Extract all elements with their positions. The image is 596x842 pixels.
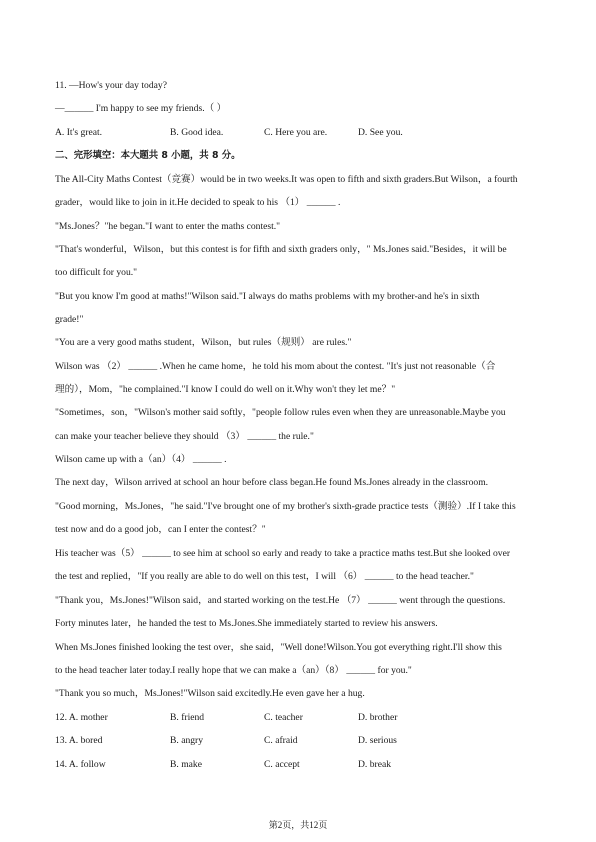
passage-line: 理的），Mom，"he complained."I know I could do well on it.Why won't they let me？": [55, 384, 396, 395]
option-a: 12. A. mother: [55, 712, 108, 723]
option-b: B. friend: [170, 712, 205, 723]
option-d: D. brother: [358, 712, 398, 723]
option-a: 13. A. bored: [55, 735, 103, 746]
passage-line: The next day，Wilson arrived at school an hour before class began.He found Ms.Jones already in the classroom.: [55, 477, 489, 488]
passage-line: "Thank you，Ms.Jones!"Wilson said，and started working on the test.He （7） ______ went through the questions.: [55, 595, 506, 606]
option-b: B. angry: [170, 735, 204, 746]
passage-line: "Thank you so much，Ms.Jones!"Wilson said excitedly.He even gave her a hug.: [55, 688, 365, 699]
section-heading: 二、完形填空：本大题共 8 小题，共 8 分。: [55, 150, 241, 161]
option-c: C. teacher: [264, 712, 303, 723]
passage-line: "You are a very good maths student，Wilson，but rules（规则） are rules.": [55, 337, 352, 348]
passage-line: "Good morning，Ms.Jones，"he said."I've brought one of my brother's sixth-grade practice tests（测验）.If I take this: [55, 501, 516, 512]
passage-line: to the head teacher later today.I really hope that we can make a（an）（8） ______ for you.": [55, 665, 412, 676]
passage-line: can make your teacher believe they should （3） ______ the rule.": [55, 431, 314, 442]
passage-line: grader，would like to join in it.He decided to speak to his （1） ______ .: [55, 197, 341, 208]
passage-line: "Ms.Jones？"he began."I want to enter the maths contest.": [55, 221, 281, 232]
option-c: C. afraid: [264, 735, 298, 746]
passage-line: grade!": [55, 314, 84, 325]
passage-line: Wilson came up with a（an）（4） ______ .: [55, 454, 227, 465]
option-c: C. accept: [264, 759, 300, 770]
passage-line: Wilson was （2） ______ .When he came home，he told his mom about the contest. "It's just not reasonable（合: [55, 361, 496, 372]
option-a: 14. A. follow: [55, 759, 106, 770]
passage-line: Forty minutes later，he handed the test to Ms.Jones.She immediately started to review his answers.: [55, 618, 438, 629]
question-11: 11. —How's your day today?: [55, 80, 167, 91]
passage-line: test now and do a good job，can I enter the contest？": [55, 524, 266, 535]
option-a: A. It's great.: [55, 127, 103, 138]
option-b: B. Good idea.: [170, 127, 224, 138]
option-b: B. make: [170, 759, 202, 770]
passage-line: When Ms.Jones finished looking the test over，she said，"Well done!Wilson.You got everything right.I'll show this: [55, 642, 502, 653]
passage-line: The All-City Maths Contest（竞赛）would be in two weeks.It was open to fifth and sixth graders.But Wilson，a fourth: [55, 174, 518, 185]
passage-line: too difficult for you.": [55, 267, 138, 278]
passage-line: "That's wonderful，Wilson，but this contest is for fifth and sixth graders only，" Ms.Jones said."Besides，it will be: [55, 244, 507, 255]
passage-line: "Sometimes，son，"Wilson's mother said softly，"people follow rules even when they are unreasonable.Maybe you: [55, 407, 506, 418]
passage-line: "But you know I'm good at maths!"Wilson said."I always do maths problems with my brother-and he's in sixth: [55, 291, 480, 302]
option-d: D. serious: [358, 735, 397, 746]
page-number: 第2页，共12页: [268, 820, 328, 830]
option-d: D. See you.: [358, 127, 403, 138]
option-d: D. break: [358, 759, 392, 770]
question-11-blank: —______ I'm happy to see my friends.（ ）: [55, 103, 227, 114]
passage-line: the test and replied，"If you really are able to do well on this test，I will （6） ______ to the head teacher.": [55, 571, 474, 582]
option-c: C. Here you are.: [264, 127, 328, 138]
passage-line: His teacher was（5） ______ to see him at school so early and ready to take a practice maths test.But she looked over: [55, 548, 511, 559]
